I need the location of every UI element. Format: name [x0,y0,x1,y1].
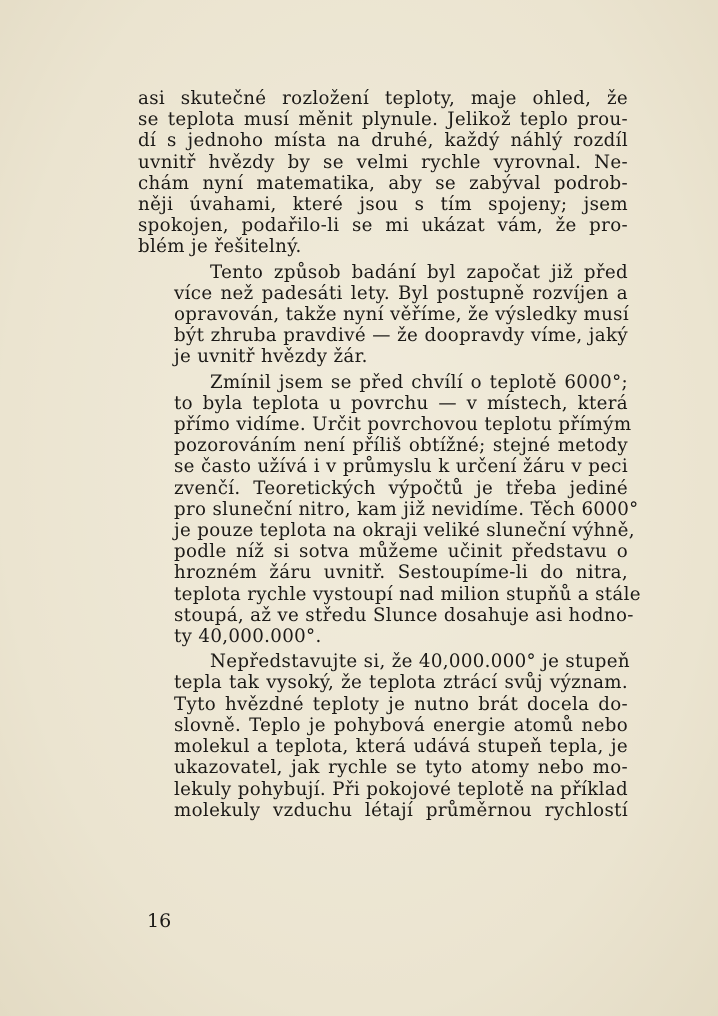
body-text [138,88,641,825]
text-line: pro sluneční nitro, kam již nevidíme. Těch 6000° [174,498,639,520]
text-line: Zmínil jsem se před chvílí o teplotě 6000°; [210,371,628,393]
text-line: Tento způsob badání byl započat již před [210,261,628,283]
text-line: se často užívá i v průmyslu k určení žáru v peci [174,456,628,478]
text-line: molekuly vzduchu létají průměrnou rychlostí [174,799,628,821]
text-line: stoupá, až ve středu Slunce dosahuje asi hodno- [174,604,634,626]
text-line: ukazovatel, jak rychle se tyto atomy nebo mo- [174,757,628,779]
paragraph [138,651,628,821]
text-line: více než padesáti lety. Byl postupně rozvíjen a [174,282,628,304]
text-line: být zhruba pravdivé — že doopravdy víme, jaký [174,325,628,347]
text-line: lekuly pohybují. Při pokojové teplotě na příklad [174,778,628,800]
text-line: Nepředstavujte si, že 40,000.000° je stupeň [210,651,630,673]
text-line: přímo vidíme. Určit povrchovou teplotu přímým [174,414,632,436]
text-line: slovně. Teplo je pohybová energie atomů nebo [174,714,628,736]
text-line: něji úvahami, které jsou s tím spojeny; jsem [138,194,628,216]
paragraph [138,88,628,258]
text-line: se teplota musí měnit plynule. Jelikož teplo prou- [138,109,628,131]
paragraph [138,371,641,648]
text-line: je uvnitř hvězdy žár. [174,346,368,368]
text-line: chám nyní matematika, aby se zabýval podrob- [138,172,628,194]
text-line: hrozném žáru uvnitř. Sestoupíme-li do nitra, [174,562,628,584]
text-line: je pouze teplota na okraji veliké sluneční výhně, [174,520,635,542]
text-line: Tyto hvězdné teploty je nutno brát docela do- [174,693,628,715]
text-line: zvenčí. Teoretických výpočtů je třeba jediné [174,477,628,499]
text-line: asi skutečné rozložení teploty, maje ohled, že [138,88,628,109]
text-line: tepla tak vysoký, že teplota ztrácí svůj význam. [174,672,628,694]
text-line: blém je řešitelný. [138,236,302,258]
text-line: molekul a teplota, která udává stupeň tepla, je [174,736,628,758]
text-line: pozorováním není příliš obtížné; stejné metody [174,435,628,457]
text-line: spokojen, podařilo-li se mi ukázat vám, že pro- [138,215,628,237]
text-line: uvnitř hvězdy by se velmi rychle vyrovnal. Ne- [138,151,628,173]
text-line: ty 40,000.000°. [174,626,322,648]
text-line: podle níž si sotva můžeme učinit představu o [174,541,628,563]
text-line: opravován, takže nyní věříme, že výsledky musí [174,304,629,326]
text-line: dí s jednoho místa na druhé, každý náhlý rozdíl [138,130,628,152]
text-line: teplota rychle vystoupí nad milion stupňů a stále [174,583,641,605]
paragraph [138,262,628,368]
text-line: to byla teplota u povrchu — v místech, která [174,392,628,414]
page-number: 16 [147,910,172,932]
